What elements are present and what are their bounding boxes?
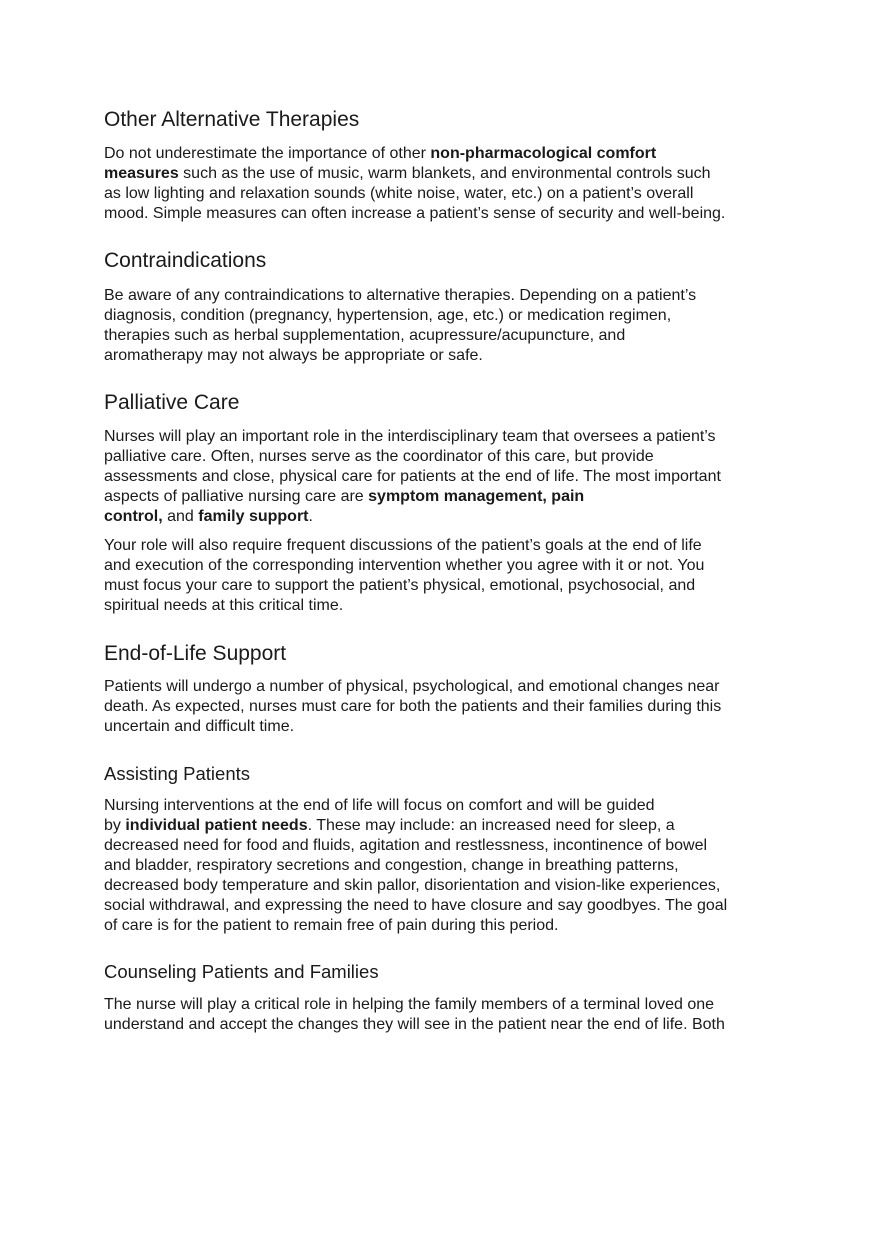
text-span: of care is for the patient to remain free of pain during this period.	[104, 917, 559, 934]
paragraph-contraindications	[104, 286, 696, 366]
text-span: understand and accept the changes they will see in the patient near the end of life. Both	[104, 1016, 725, 1033]
text-line	[104, 144, 725, 164]
text-span: aspects of palliative nursing care are	[104, 488, 369, 505]
text-line	[104, 507, 721, 527]
bold-text: symptom management, pain	[368, 488, 585, 505]
text-line	[104, 326, 696, 346]
text-line	[104, 467, 721, 487]
text-line	[104, 427, 721, 447]
heading-end-of-life-support: End-of-Life Support	[104, 642, 287, 665]
text-span: assessments and close, physical care for patients at the end of life. The most important	[104, 468, 721, 485]
text-line	[104, 816, 727, 836]
text-span: death. As expected, nurses must care for both the patients and their families during this	[104, 698, 722, 715]
bold-text: non-pharmacological comfort	[430, 145, 657, 162]
text-span: Do not underestimate the importance of other	[104, 145, 431, 162]
text-span: . These may include: an increased need for sleep, a	[307, 817, 675, 834]
text-line	[104, 677, 721, 697]
text-line	[104, 576, 704, 596]
text-span: uncertain and difficult time.	[104, 718, 295, 735]
paragraph-end-of-life-support	[104, 677, 721, 737]
text-span: palliative care. Often, nurses serve as the coordinator of this care, but provide	[104, 448, 654, 465]
text-line	[104, 836, 727, 856]
text-span: such as the use of music, warm blankets, and environmental controls such	[178, 165, 711, 182]
text-line	[104, 717, 721, 737]
paragraph-counseling	[104, 995, 725, 1035]
text-line	[104, 536, 704, 556]
paragraph-palliative-care-2	[104, 536, 704, 616]
text-line	[104, 447, 721, 467]
text-span: Nurses will play an important role in the interdisciplinary team that oversees a patient’s	[104, 428, 716, 445]
paragraph-other-alternative-therapies	[104, 144, 725, 224]
heading-assisting-patients: Assisting Patients	[104, 763, 251, 784]
text-span: therapies such as herbal supplementation, acupressure/acupuncture, and	[104, 327, 626, 344]
text-span: decreased need for food and fluids, agitation and restlessness, incontinence of bowel	[104, 837, 708, 854]
heading-palliative-care: Palliative Care	[104, 391, 240, 414]
text-span: by	[104, 817, 126, 834]
text-line	[104, 184, 725, 204]
paragraph-palliative-care-1	[104, 427, 721, 527]
text-span: diagnosis, condition (pregnancy, hypertension, age, etc.) or medication regimen,	[104, 307, 672, 324]
heading-contraindications: Contraindications	[104, 249, 267, 272]
text-line	[104, 896, 727, 916]
text-line	[104, 556, 704, 576]
text-line	[104, 916, 727, 936]
text-span: spiritual needs at this critical time.	[104, 597, 344, 614]
text-line	[104, 1015, 725, 1035]
bold-text: family support	[198, 508, 309, 525]
text-span: decreased body temperature and skin pallor, disorientation and vision-like experiences,	[104, 877, 721, 894]
text-span: .	[308, 508, 313, 525]
text-line	[104, 487, 721, 507]
text-line	[104, 596, 704, 616]
text-span: mood. Simple measures can often increase a patient’s sense of security and well-being.	[104, 205, 726, 222]
paragraph-assisting-patients	[104, 796, 727, 936]
text-line	[104, 306, 696, 326]
text-span: Be aware of any contraindications to alternative therapies. Depending on a patient’s	[104, 287, 697, 304]
text-line	[104, 876, 727, 896]
text-span: and	[162, 508, 199, 525]
text-span: and bladder, respiratory secretions and congestion, change in breathing patterns,	[104, 857, 679, 874]
bold-text: control,	[104, 508, 163, 525]
bold-text: measures	[104, 165, 179, 182]
text-span: as low lighting and relaxation sounds (white noise, water, etc.) on a patient’s overall	[104, 185, 694, 202]
text-line	[104, 856, 727, 876]
text-line	[104, 164, 725, 184]
text-line	[104, 204, 725, 224]
heading-other-alternative-therapies: Other Alternative Therapies	[104, 108, 360, 131]
text-span: aromatherapy may not always be appropriate or safe.	[104, 347, 483, 364]
text-span: Nursing interventions at the end of life will focus on comfort and will be guided	[104, 797, 655, 814]
text-line	[104, 346, 696, 366]
bold-text: individual patient needs	[125, 817, 308, 834]
text-span: Your role will also require frequent discussions of the patient’s goals at the end of life	[104, 537, 702, 554]
text-span: must focus your care to support the patient’s physical, emotional, psychosocial, and	[104, 577, 696, 594]
text-span: The nurse will play a critical role in helping the family members of a terminal loved one	[104, 996, 715, 1013]
heading-counseling-patients-families: Counseling Patients and Families	[104, 961, 379, 982]
text-span: and execution of the corresponding intervention whether you agree with it or not. You	[104, 557, 705, 574]
text-line	[104, 286, 696, 306]
text-line	[104, 995, 725, 1015]
text-line	[104, 697, 721, 717]
text-span: social withdrawal, and expressing the need to have closure and say goodbyes. The goal	[104, 897, 728, 914]
text-span: Patients will undergo a number of physical, psychological, and emotional changes near	[104, 678, 720, 695]
text-line	[104, 796, 727, 816]
